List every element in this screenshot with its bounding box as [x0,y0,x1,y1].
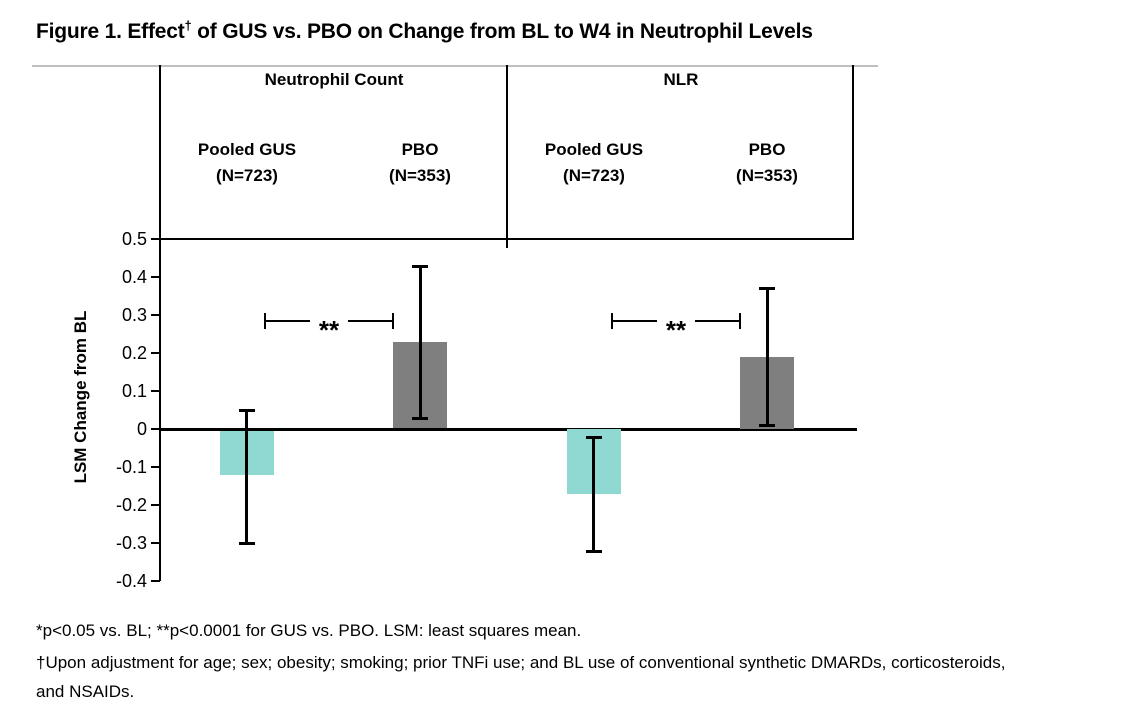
column-header-group-neutrophil-count-pbo: PBO [401,140,439,159]
comparison-sig-label-nlr: ** [665,315,687,345]
comparison-bracket-right-segment-nlr [695,320,740,322]
comparison-bracket-left-segment-neutrophil-count [265,320,310,322]
panel-label-neutrophil-count: Neutrophil Count [264,70,404,89]
error-bar-cap-bottom-nlr-pooled-gus [586,550,602,553]
comparison-bracket-end-right-nlr [739,313,741,329]
y-tick-label: -0.3 [115,533,147,553]
y-tick-label: 0.4 [121,267,147,287]
title-dagger-superscript: † [184,18,192,33]
error-bar-cap-top-nlr-pooled-gus [586,436,602,439]
y-tick-label: 0.5 [121,229,147,249]
panel-divider-line [506,65,508,239]
error-bar-cap-top-neutrophil-count-pbo [412,265,428,268]
y-tick-label: -0.2 [115,495,147,515]
comparison-bracket-end-left-nlr [611,313,613,329]
error-bar-line-neutrophil-count-pbo [419,266,422,418]
error-bar-line-nlr-pbo [766,288,769,425]
footnote-adjustment: †Upon adjustment for age; sex; obesity; smoking; prior TNFi use; and BL use of conventional synthetic DMARDs, corticosteroids, and NSAIDs. [36,653,1006,701]
y-tick-mark [151,276,160,278]
y-tick-mark [151,504,160,506]
error-bar-cap-bottom-neutrophil-count-pbo [412,417,428,420]
error-bar-line-neutrophil-count-pooled-gus [245,410,248,543]
column-header-n-nlr-pooled-gus: (N=723) [563,166,625,185]
header-right-border [852,65,854,239]
y-tick-mark [151,314,160,316]
y-tick-mark [151,238,160,240]
y-tick-mark [151,428,160,430]
y-tick-label: 0 [136,419,147,439]
error-bar-cap-top-neutrophil-count-pooled-gus [239,409,255,412]
comparison-bracket-left-segment-nlr [612,320,657,322]
error-bar-line-nlr-pooled-gus [592,437,595,551]
column-header-n-nlr-pbo: (N=353) [736,166,798,185]
comparison-sig-label-neutrophil-count: ** [318,315,340,345]
y-tick-label: -0.1 [115,457,147,477]
y-tick-mark [151,390,160,392]
figure-title-suffix: of GUS vs. PBO on Change from BL to W4 in Neutrophil Levels [191,20,813,43]
error-bar-cap-bottom-neutrophil-count-pooled-gus [239,542,255,545]
y-tick-mark [151,580,160,582]
column-header-group-neutrophil-count-pooled-gus: Pooled GUS [197,140,297,159]
comparison-bracket-end-left-neutrophil-count [264,313,266,329]
y-axis-title: LSM Change from BL [71,310,90,484]
y-tick-mark [151,352,160,354]
error-bar-cap-bottom-nlr-pbo [759,424,775,427]
y-tick-label: 0.1 [121,381,147,401]
column-header-n-neutrophil-count-pooled-gus: (N=723) [216,166,278,185]
y-tick-label: 0.3 [121,305,147,325]
error-bar-cap-top-nlr-pbo [759,287,775,290]
column-header-group-nlr-pooled-gus: Pooled GUS [544,140,644,159]
comparison-bracket-right-segment-neutrophil-count [348,320,393,322]
y-tick-label: 0.2 [121,343,147,363]
figure-title-prefix: Figure 1. Effect [36,20,185,43]
y-tick-mark [151,466,160,468]
column-header-n-neutrophil-count-pbo: (N=353) [389,166,451,185]
footnote-significance: *p<0.05 vs. BL; **p<0.0001 for GUS vs. PBO. LSM: least squares mean. [36,621,582,640]
panel-label-nlr: NLR [663,70,699,89]
category-axis-tick [506,240,508,248]
comparison-bracket-end-right-neutrophil-count [392,313,394,329]
y-tick-label: -0.4 [115,571,147,591]
column-header-group-nlr-pbo: PBO [748,140,786,159]
y-tick-mark [151,542,160,544]
